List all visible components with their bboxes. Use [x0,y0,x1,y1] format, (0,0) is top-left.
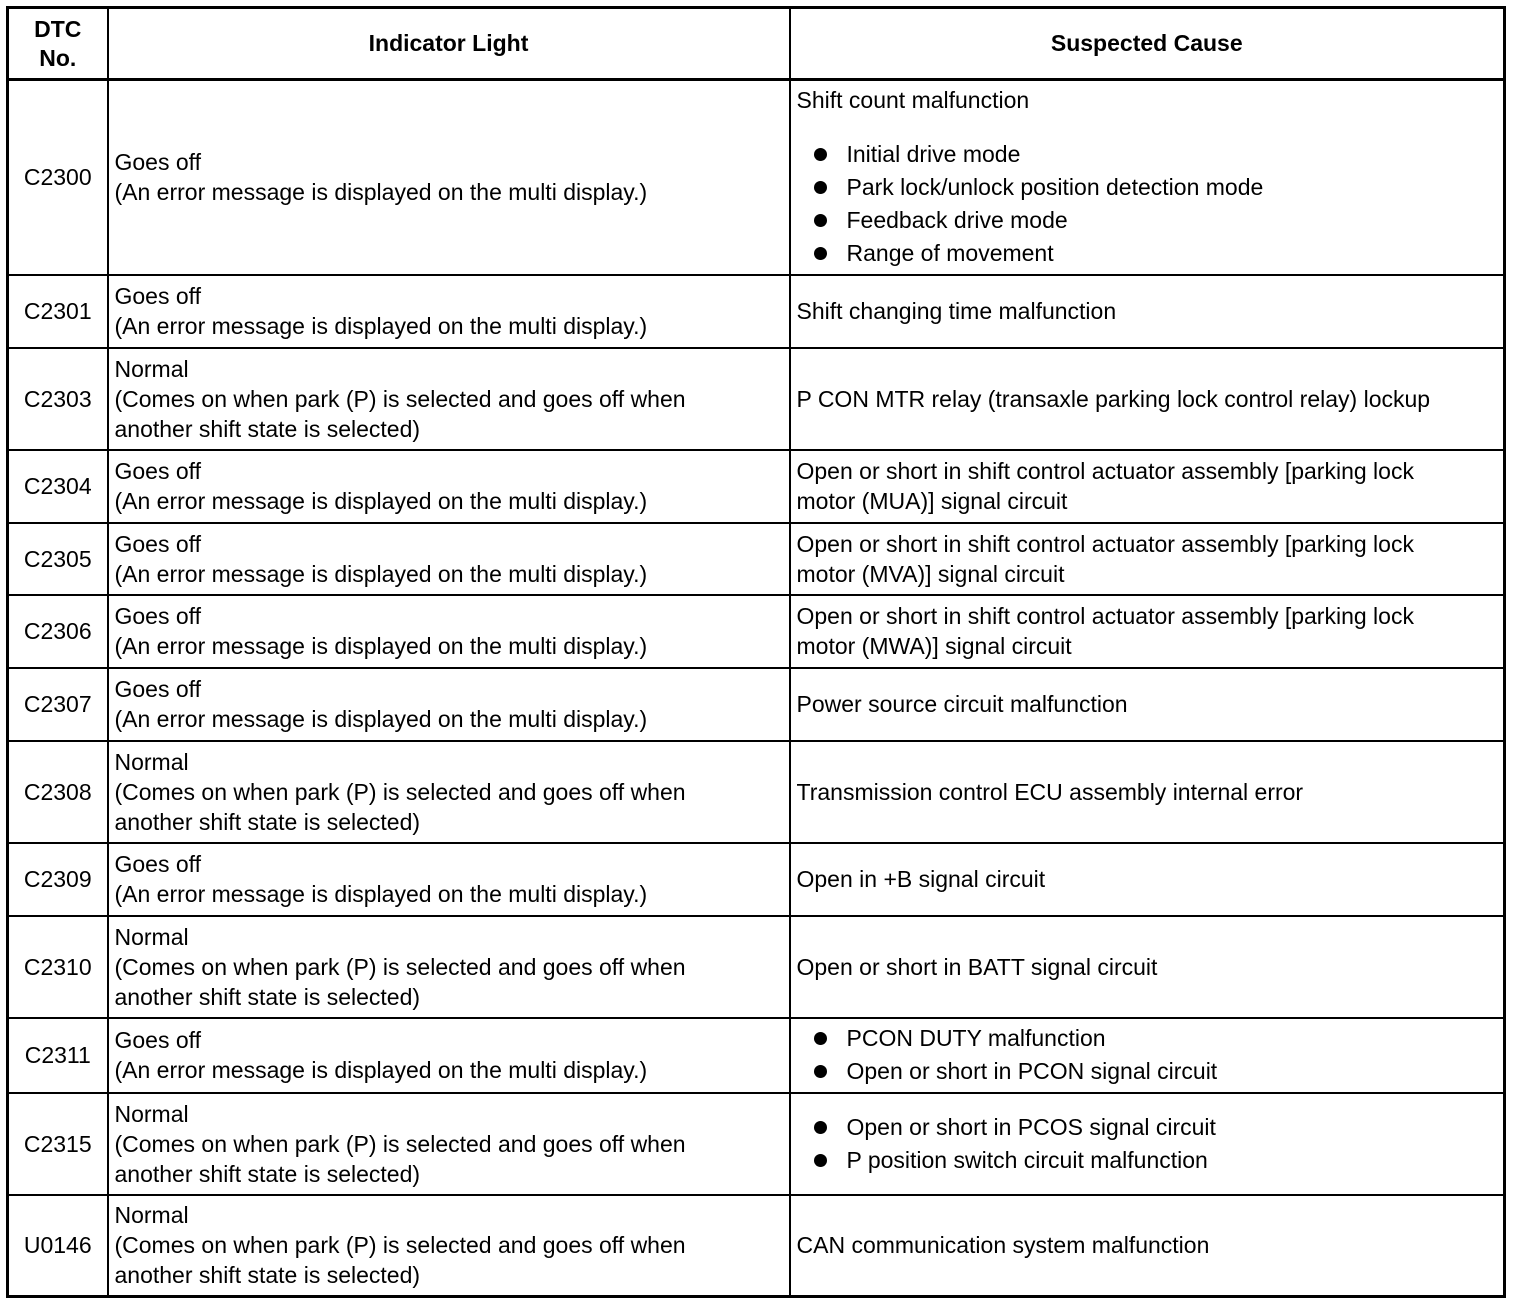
table-row [8,450,1505,523]
suspected-cause-cell [790,80,1505,275]
list-item [811,204,1498,237]
cause-text-line: Power source circuit malfunction [796,691,1128,717]
bullet-text: P position switch circuit malfunction [846,1146,1208,1173]
cause-text-line: Open or short in shift control actuator assembly [parking lock [796,530,1414,557]
suspected-cause-cell [790,1093,1505,1195]
bullet-text: Range of movement [846,239,1054,266]
dtc-code-cell: C2304 [8,450,108,523]
cause-bullet-list [797,138,1498,270]
indicator-light-cell [108,275,790,348]
indicator-text-line: (An error message is displayed on the multi display.) [114,179,648,206]
indicator-text-line: Goes off [114,603,202,629]
cause-bullet-list [797,1022,1498,1088]
bullet-text: Open or short in PCON signal circuit [846,1058,1218,1084]
indicator-text-line: (An error message is displayed on the multi display.) [114,706,648,732]
table-row [8,523,1505,595]
suspected-cause-cell [790,668,1505,741]
indicator-light-cell [108,1093,790,1195]
indicator-text-line: Normal [114,1202,189,1229]
bullet-text: Initial drive mode [846,140,1021,167]
dtc-code-cell: C2306 [8,595,108,668]
dtc-code-cell: C2310 [8,916,108,1018]
header-suspected-cause: Suspected Cause [790,8,1505,80]
indicator-light-cell [108,1018,790,1093]
cause-text-line: Open or short in shift control actuator assembly [parking lock [796,603,1414,629]
indicator-text-line: (Comes on when park (P) is selected and goes off when [114,385,686,412]
indicator-text-line: Goes off [114,676,202,702]
list-item [811,138,1498,171]
indicator-text-line: another shift state is selected) [114,1262,421,1289]
indicator-text-line: Normal [114,355,189,382]
table-body [8,80,1505,1297]
table-row [8,1093,1505,1195]
list-item [811,1111,1498,1144]
cause-text-line: P CON MTR relay (transaxle parking lock control relay) lockup [796,385,1431,412]
indicator-text-line: Goes off [114,283,202,309]
indicator-text-line: Goes off [114,1027,202,1053]
list-item [811,171,1498,204]
suspected-cause-cell [790,523,1505,595]
table-row [8,916,1505,1018]
suspected-cause-cell [790,741,1505,843]
bullet-text: PCON DUTY malfunction [846,1025,1106,1051]
bullet-icon [814,1154,827,1167]
dtc-table [6,6,1506,1298]
table-row [8,595,1505,668]
indicator-text-line: (An error message is displayed on the multi display.) [114,1057,648,1083]
table-row [8,741,1505,843]
table-row [8,80,1505,275]
header-row [8,8,1505,80]
indicator-text-line: (An error message is displayed on the multi display.) [114,633,648,659]
indicator-text-line: (Comes on when park (P) is selected and goes off when [114,1232,686,1259]
cause-text-line: motor (MVA)] signal circuit [796,560,1065,587]
indicator-text-line: (Comes on when park (P) is selected and goes off when [114,778,686,805]
indicator-light-cell [108,523,790,595]
dtc-code-cell: C2303 [8,348,108,450]
dtc-code-cell: C2309 [8,843,108,916]
dtc-code-cell: C2308 [8,741,108,843]
indicator-text-line: (Comes on when park (P) is selected and goes off when [114,953,686,980]
suspected-cause-cell [790,275,1505,348]
suspected-cause-cell [790,1018,1505,1093]
list-item [811,1055,1498,1088]
suspected-cause-cell [790,1195,1505,1297]
table-row [8,275,1505,348]
indicator-text-line: (An error message is displayed on the multi display.) [114,881,648,907]
indicator-text-line: Goes off [114,851,202,877]
indicator-text-line: (Comes on when park (P) is selected and goes off when [114,1130,686,1157]
suspected-cause-cell [790,450,1505,523]
dtc-code-cell: C2305 [8,523,108,595]
indicator-light-cell [108,450,790,523]
indicator-text-line: another shift state is selected) [114,983,421,1010]
suspected-cause-cell [790,843,1505,916]
bullet-icon [814,181,827,194]
indicator-light-cell [108,843,790,916]
indicator-light-cell [108,348,790,450]
indicator-text-line: another shift state is selected) [114,808,421,835]
bullet-icon [814,214,827,227]
cause-title: Shift count malfunction [796,86,1030,113]
indicator-light-cell [108,916,790,1018]
table-row [8,1018,1505,1093]
dtc-code-cell: C2315 [8,1093,108,1195]
table-row [8,1195,1505,1297]
suspected-cause-cell [790,916,1505,1018]
indicator-light-cell [108,668,790,741]
header-dtc-no: DTC No. [8,8,108,80]
header-indicator-light: Indicator Light [108,8,790,80]
dtc-code-cell: U0146 [8,1195,108,1297]
suspected-cause-cell [790,595,1505,668]
indicator-light-cell [108,595,790,668]
cause-text-line: motor (MUA)] signal circuit [796,488,1068,514]
indicator-text-line: Goes off [114,530,202,557]
bullet-icon [814,247,827,260]
indicator-text-line: (An error message is displayed on the multi display.) [114,313,648,339]
dtc-code-cell: C2311 [8,1018,108,1093]
bullet-icon [814,148,827,161]
table-row [8,668,1505,741]
bullet-icon [814,1121,827,1134]
indicator-text-line: (An error message is displayed on the multi display.) [114,488,648,514]
dtc-code-cell: C2307 [8,668,108,741]
list-item [811,237,1498,270]
bullet-text: Open or short in PCOS signal circuit [846,1113,1216,1140]
indicator-text-line: Goes off [114,458,202,484]
cause-text-line: Shift changing time malfunction [796,298,1117,324]
bullet-icon [814,1065,827,1078]
cause-text-line: CAN communication system malfunction [796,1232,1210,1259]
cause-text-line: Transmission control ECU assembly internal error [796,778,1304,805]
indicator-text-line: Normal [114,923,189,950]
indicator-light-cell [108,1195,790,1297]
table-row [8,843,1505,916]
cause-text-line: Open in +B signal circuit [796,866,1046,892]
bullet-text: Feedback drive mode [846,206,1068,233]
indicator-text-line: Goes off [114,149,202,176]
suspected-cause-cell [790,348,1505,450]
indicator-text-line: Normal [114,748,189,775]
cause-text-line: motor (MWA)] signal circuit [796,633,1072,659]
dtc-code-cell: C2301 [8,275,108,348]
dtc-code-cell: C2300 [8,80,108,275]
indicator-text-line: another shift state is selected) [114,415,421,442]
cause-text-line: Open or short in shift control actuator assembly [parking lock [796,458,1414,484]
indicator-text-line: another shift state is selected) [114,1160,421,1187]
list-item [811,1144,1498,1177]
indicator-light-cell [108,80,790,275]
table-row [8,348,1505,450]
bullet-text: Park lock/unlock position detection mode [846,173,1264,200]
indicator-text-line: (An error message is displayed on the multi display.) [114,560,648,587]
cause-bullet-list [797,1111,1498,1177]
cause-text-line: Open or short in BATT signal circuit [796,953,1158,980]
indicator-light-cell [108,741,790,843]
bullet-icon [814,1032,827,1045]
list-item [811,1022,1498,1055]
indicator-text-line: Normal [114,1100,189,1127]
